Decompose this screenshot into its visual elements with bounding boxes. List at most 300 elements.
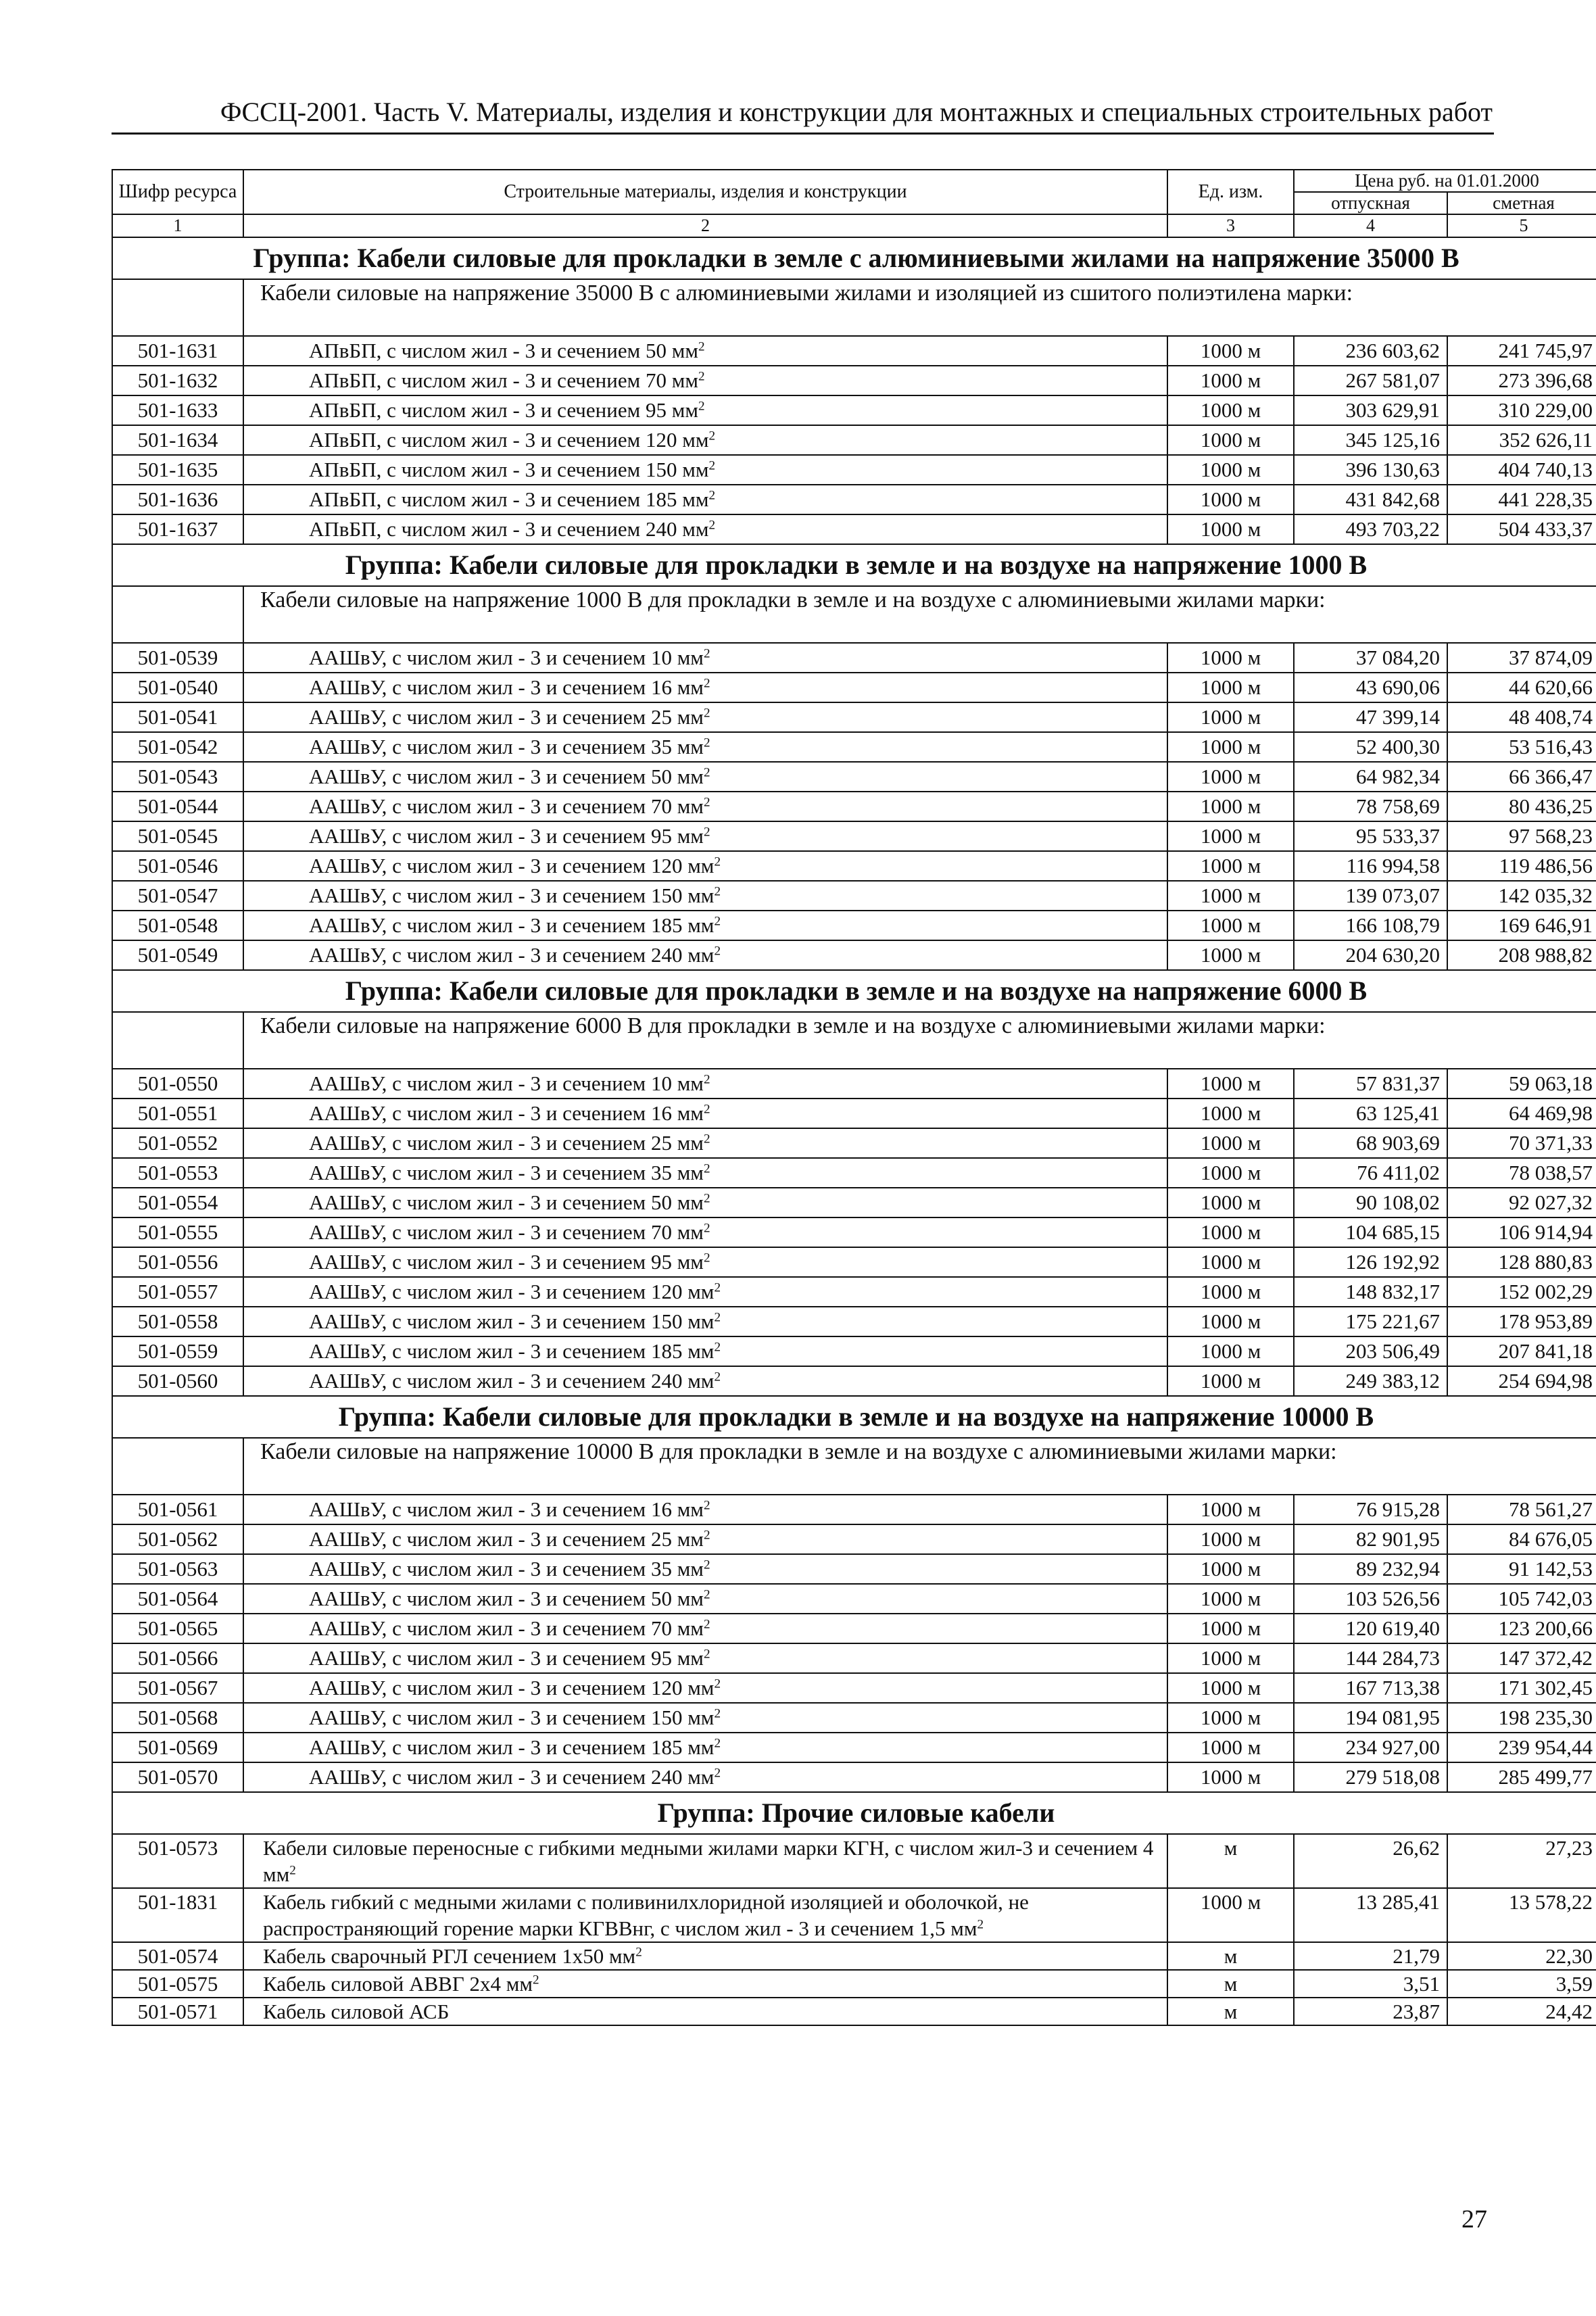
unit: 1000 м <box>1167 455 1294 485</box>
unit: 1000 м <box>1167 1733 1294 1762</box>
group-row <box>112 544 1596 586</box>
material-name <box>243 1307 1167 1336</box>
superscript: 2 <box>708 429 716 443</box>
table-row <box>112 1970 1596 1998</box>
superscript: 2 <box>714 1706 721 1721</box>
price-release: 63 125,41 <box>1294 1099 1447 1128</box>
superscript: 2 <box>703 1251 710 1265</box>
material-name-text: ААШвУ, с числом жил - 3 и сечением 25 мм <box>309 1527 704 1551</box>
price-estimate: 198 235,30 <box>1447 1703 1596 1733</box>
resource-code: 501-0574 <box>112 1942 243 1970</box>
description-code-cell <box>112 1012 243 1069</box>
material-name-text: Кабели силовые переносные с гибкими медными жилами марки КГН, с числом жил-3 и сечением 4 мм <box>263 1836 1154 1886</box>
description-code-cell <box>112 279 243 336</box>
material-name-text: Кабель гибкий с медными жилами с поливинилхлоридной изоляцией и оболочкой, не распространяющий горение марки КГВВнг, с числом жил - 3 и сечением 1,5 мм <box>263 1890 1029 1940</box>
material-name <box>243 1703 1167 1733</box>
material-name <box>243 1099 1167 1128</box>
price-estimate: 142 035,32 <box>1447 881 1596 911</box>
material-name <box>243 1673 1167 1703</box>
superscript: 2 <box>289 1863 296 1878</box>
table-row <box>112 1524 1596 1554</box>
unit: 1000 м <box>1167 485 1294 514</box>
table-row <box>112 1336 1596 1366</box>
superscript: 2 <box>977 1917 984 1932</box>
material-name-text: ААШвУ, с числом жил - 3 и сечением 10 мм <box>309 646 704 669</box>
price-estimate: 44 620,66 <box>1447 673 1596 702</box>
material-name-text: ААШвУ, с числом жил - 3 и сечением 70 мм <box>309 1220 704 1244</box>
superscript: 2 <box>703 706 710 721</box>
material-name <box>243 1998 1167 2025</box>
table-row <box>112 762 1596 792</box>
superscript: 2 <box>714 1310 721 1325</box>
material-name <box>243 1888 1167 1942</box>
group-description: Кабели силовые на напряжение 35000 В с алюминиевыми жилами и изоляцией из сшитого полиэтилена марки: <box>243 279 1596 336</box>
resource-code: 501-0567 <box>112 1673 243 1703</box>
material-name <box>243 762 1167 792</box>
group-description-row <box>112 279 1596 336</box>
resource-code: 501-0566 <box>112 1643 243 1673</box>
price-release: 95 533,37 <box>1294 821 1447 851</box>
table-row <box>112 514 1596 544</box>
resource-code: 501-0549 <box>112 940 243 970</box>
material-name <box>243 1970 1167 1998</box>
price-estimate: 37 874,09 <box>1447 643 1596 673</box>
material-name <box>243 1643 1167 1673</box>
price-release: 78 758,69 <box>1294 792 1447 821</box>
price-estimate: 80 436,25 <box>1447 792 1596 821</box>
material-name <box>243 673 1167 702</box>
unit: 1000 м <box>1167 425 1294 455</box>
material-name-text: ААШвУ, с числом жил - 3 и сечением 35 мм <box>309 1557 704 1581</box>
unit: 1000 м <box>1167 851 1294 881</box>
material-name-text: ААШвУ, с числом жил - 3 и сечением 95 мм <box>309 1250 704 1274</box>
price-estimate: 441 228,35 <box>1447 485 1596 514</box>
table-row <box>112 1703 1596 1733</box>
price-release: 144 284,73 <box>1294 1643 1447 1673</box>
price-estimate: 504 433,37 <box>1447 514 1596 544</box>
unit: м <box>1167 1834 1294 1888</box>
description-code-cell <box>112 586 243 643</box>
superscript: 2 <box>703 1647 710 1662</box>
price-release: 76 915,28 <box>1294 1495 1447 1524</box>
superscript: 2 <box>714 1340 721 1355</box>
resource-code: 501-0569 <box>112 1733 243 1762</box>
table-row <box>112 940 1596 970</box>
unit: 1000 м <box>1167 1366 1294 1396</box>
group-description-row <box>112 586 1596 643</box>
material-name-text: ААШвУ, с числом жил - 3 и сечением 25 мм <box>309 1131 704 1155</box>
unit: 1000 м <box>1167 1099 1294 1128</box>
superscript: 2 <box>714 1370 721 1384</box>
material-name <box>243 1733 1167 1762</box>
superscript: 2 <box>703 1528 710 1543</box>
price-release: 148 832,17 <box>1294 1277 1447 1307</box>
unit: 1000 м <box>1167 1673 1294 1703</box>
superscript: 2 <box>703 825 710 840</box>
table-row <box>112 821 1596 851</box>
table-row <box>112 1188 1596 1217</box>
unit: 1000 м <box>1167 1524 1294 1554</box>
column-header-price-estimate: сметная <box>1447 192 1596 214</box>
material-name <box>243 643 1167 673</box>
superscript: 2 <box>698 339 705 354</box>
resource-code: 501-0561 <box>112 1495 243 1524</box>
unit: 1000 м <box>1167 1128 1294 1158</box>
table-row <box>112 792 1596 821</box>
group-title: Группа: Кабели силовые для прокладки в земле и на воздухе на напряжение 6000 В <box>112 970 1596 1012</box>
material-name-text: ААШвУ, с числом жил - 3 и сечением 10 мм <box>309 1071 704 1095</box>
material-name-text: ААШвУ, с числом жил - 3 и сечением 16 мм <box>309 1497 704 1521</box>
material-name <box>243 1834 1167 1888</box>
header-rule <box>112 132 1494 135</box>
resource-code: 501-0542 <box>112 732 243 762</box>
material-name-text: ААШвУ, с числом жил - 3 и сечением 50 мм <box>309 1587 704 1610</box>
unit: 1000 м <box>1167 1643 1294 1673</box>
table-row <box>112 1614 1596 1643</box>
table-row <box>112 1217 1596 1247</box>
price-release: 43 690,06 <box>1294 673 1447 702</box>
table-row <box>112 1158 1596 1188</box>
price-release: 103 526,56 <box>1294 1584 1447 1614</box>
price-estimate: 241 745,97 <box>1447 336 1596 366</box>
material-name <box>243 940 1167 970</box>
table-row <box>112 911 1596 940</box>
superscript: 2 <box>708 458 716 473</box>
price-estimate: 92 027,32 <box>1447 1188 1596 1217</box>
table-row <box>112 336 1596 366</box>
superscript: 2 <box>708 488 716 503</box>
resource-code: 501-0545 <box>112 821 243 851</box>
price-estimate: 208 988,82 <box>1447 940 1596 970</box>
material-name-text: ААШвУ, с числом жил - 3 и сечением 35 мм <box>309 735 704 758</box>
material-name-text: ААШвУ, с числом жил - 3 и сечением 50 мм <box>309 765 704 788</box>
material-name-text: ААШвУ, с числом жил - 3 и сечением 185 мм <box>309 1735 715 1759</box>
material-name-text: ААШвУ, с числом жил - 3 и сечением 35 мм <box>309 1161 704 1184</box>
price-release: 166 108,79 <box>1294 911 1447 940</box>
price-estimate: 178 953,89 <box>1447 1307 1596 1336</box>
price-estimate: 64 469,98 <box>1447 1099 1596 1128</box>
table-row <box>112 673 1596 702</box>
price-release: 3,51 <box>1294 1970 1447 1998</box>
unit: 1000 м <box>1167 1307 1294 1336</box>
unit: 1000 м <box>1167 1614 1294 1643</box>
price-estimate: 147 372,42 <box>1447 1643 1596 1673</box>
material-name-text: ААШвУ, с числом жил - 3 и сечением 16 мм <box>309 1101 704 1125</box>
superscript: 2 <box>703 1072 710 1087</box>
material-name-text: ААШвУ, с числом жил - 3 и сечением 150 мм <box>309 1309 715 1333</box>
superscript: 2 <box>533 1973 539 1987</box>
column-number: 3 <box>1167 214 1294 237</box>
price-estimate: 91 142,53 <box>1447 1554 1596 1584</box>
price-release: 57 831,37 <box>1294 1069 1447 1099</box>
material-name <box>243 911 1167 940</box>
table-row <box>112 1554 1596 1584</box>
price-estimate: 66 366,47 <box>1447 762 1596 792</box>
material-name-text: ААШвУ, с числом жил - 3 и сечением 16 мм <box>309 675 704 699</box>
table-row <box>112 1762 1596 1792</box>
material-name-text: ААШвУ, с числом жил - 3 и сечением 185 мм <box>309 1339 715 1363</box>
price-estimate: 254 694,98 <box>1447 1366 1596 1396</box>
superscript: 2 <box>714 1766 721 1781</box>
superscript: 2 <box>714 944 721 959</box>
resource-code: 501-0570 <box>112 1762 243 1792</box>
superscript: 2 <box>703 765 710 780</box>
material-name <box>243 1158 1167 1188</box>
superscript: 2 <box>703 646 710 661</box>
superscript: 2 <box>703 1132 710 1147</box>
material-name-text: ААШвУ, с числом жил - 3 и сечением 120 мм <box>309 1676 715 1699</box>
unit: 1000 м <box>1167 1069 1294 1099</box>
material-name <box>243 881 1167 911</box>
resource-code: 501-0573 <box>112 1834 243 1888</box>
resource-code: 501-1831 <box>112 1888 243 1942</box>
price-estimate: 352 626,11 <box>1447 425 1596 455</box>
material-name <box>243 1554 1167 1584</box>
price-release: 203 506,49 <box>1294 1336 1447 1366</box>
material-name <box>243 336 1167 366</box>
material-name-text: АПвБП, с числом жил - 3 и сечением 150 мм <box>309 458 709 481</box>
superscript: 2 <box>703 1161 710 1176</box>
unit: 1000 м <box>1167 762 1294 792</box>
price-table <box>112 169 1596 2026</box>
material-name-text: ААШвУ, с числом жил - 3 и сечением 240 мм <box>309 943 715 967</box>
material-name <box>243 821 1167 851</box>
price-release: 345 125,16 <box>1294 425 1447 455</box>
table-row <box>112 881 1596 911</box>
table-row <box>112 1128 1596 1158</box>
material-name <box>243 732 1167 762</box>
price-estimate: 78 038,57 <box>1447 1158 1596 1188</box>
superscript: 2 <box>714 854 721 869</box>
material-name <box>243 1524 1167 1554</box>
price-release: 21,79 <box>1294 1942 1447 1970</box>
material-name-text: ААШвУ, с числом жил - 3 и сечением 150 мм <box>309 1706 715 1729</box>
table-row <box>112 851 1596 881</box>
material-name <box>243 1217 1167 1247</box>
unit: 1000 м <box>1167 1584 1294 1614</box>
table-row <box>112 702 1596 732</box>
material-name-text: ААШвУ, с числом жил - 3 и сечением 150 мм <box>309 884 715 907</box>
price-estimate: 13 578,22 <box>1447 1888 1596 1942</box>
price-release: 234 927,00 <box>1294 1733 1447 1762</box>
superscript: 2 <box>635 1945 642 1960</box>
material-name <box>243 455 1167 485</box>
unit: 1000 м <box>1167 336 1294 366</box>
superscript: 2 <box>703 1498 710 1513</box>
resource-code: 501-0564 <box>112 1584 243 1614</box>
price-release: 396 130,63 <box>1294 455 1447 485</box>
column-header-price: Цена руб. на 01.01.2000 <box>1294 170 1596 192</box>
material-name-text: АПвБП, с числом жил - 3 и сечением 240 мм <box>309 517 709 541</box>
superscript: 2 <box>703 1587 710 1602</box>
price-release: 104 685,15 <box>1294 1217 1447 1247</box>
price-release: 167 713,38 <box>1294 1673 1447 1703</box>
price-release: 236 603,62 <box>1294 336 1447 366</box>
price-estimate: 119 486,56 <box>1447 851 1596 881</box>
table-row <box>112 366 1596 395</box>
unit: 1000 м <box>1167 1888 1294 1942</box>
price-estimate: 70 371,33 <box>1447 1128 1596 1158</box>
resource-code: 501-0571 <box>112 1998 243 2025</box>
price-release: 204 630,20 <box>1294 940 1447 970</box>
material-name-text: АПвБП, с числом жил - 3 и сечением 70 мм <box>309 368 698 392</box>
superscript: 2 <box>703 676 710 691</box>
table-row <box>112 1069 1596 1099</box>
resource-code: 501-0548 <box>112 911 243 940</box>
material-name-text: АПвБП, с числом жил - 3 и сечением 185 мм <box>309 487 709 511</box>
material-name <box>243 395 1167 425</box>
superscript: 2 <box>703 1617 710 1632</box>
resource-code: 501-0560 <box>112 1366 243 1396</box>
price-estimate: 273 396,68 <box>1447 366 1596 395</box>
resource-code: 501-1631 <box>112 336 243 366</box>
material-name <box>243 851 1167 881</box>
unit: м <box>1167 1942 1294 1970</box>
price-release: 68 903,69 <box>1294 1128 1447 1158</box>
price-release: 37 084,20 <box>1294 643 1447 673</box>
price-release: 47 399,14 <box>1294 702 1447 732</box>
superscript: 2 <box>703 735 710 750</box>
price-estimate: 123 200,66 <box>1447 1614 1596 1643</box>
price-release: 493 703,22 <box>1294 514 1447 544</box>
table-row <box>112 1495 1596 1524</box>
material-name <box>243 1762 1167 1792</box>
group-description: Кабели силовые на напряжение 6000 В для прокладки в земле и на воздухе с алюминиевыми жилами марки: <box>243 1012 1596 1069</box>
superscript: 2 <box>708 518 716 533</box>
resource-code: 501-0539 <box>112 643 243 673</box>
table-row <box>112 1247 1596 1277</box>
unit: 1000 м <box>1167 792 1294 821</box>
unit: 1000 м <box>1167 1495 1294 1524</box>
superscript: 2 <box>714 1676 721 1691</box>
material-name-text: ААШвУ, с числом жил - 3 и сечением 95 мм <box>309 1646 704 1670</box>
material-name-text: АПвБП, с числом жил - 3 и сечением 95 мм <box>309 398 698 422</box>
resource-code: 501-0543 <box>112 762 243 792</box>
price-table-container <box>112 169 1593 2026</box>
price-release: 431 842,68 <box>1294 485 1447 514</box>
price-estimate: 22,30 <box>1447 1942 1596 1970</box>
group-title: Группа: Прочие силовые кабели <box>112 1792 1596 1834</box>
resource-code: 501-0552 <box>112 1128 243 1158</box>
resource-code: 501-1632 <box>112 366 243 395</box>
unit: 1000 м <box>1167 1277 1294 1307</box>
material-name <box>243 1247 1167 1277</box>
material-name <box>243 1584 1167 1614</box>
price-estimate: 207 841,18 <box>1447 1336 1596 1366</box>
price-estimate: 97 568,23 <box>1447 821 1596 851</box>
group-row <box>112 237 1596 279</box>
price-estimate: 78 561,27 <box>1447 1495 1596 1524</box>
column-header-price-release: отпускная <box>1294 192 1447 214</box>
superscript: 2 <box>714 914 721 929</box>
resource-code: 501-0551 <box>112 1099 243 1128</box>
superscript: 2 <box>703 1558 710 1572</box>
resource-code: 501-0555 <box>112 1217 243 1247</box>
superscript: 2 <box>698 399 705 414</box>
price-release: 194 081,95 <box>1294 1703 1447 1733</box>
resource-code: 501-1636 <box>112 485 243 514</box>
material-name-text: ААШвУ, с числом жил - 3 и сечением 70 мм <box>309 794 704 818</box>
resource-code: 501-0547 <box>112 881 243 911</box>
price-estimate: 171 302,45 <box>1447 1673 1596 1703</box>
group-description-row <box>112 1012 1596 1069</box>
table-row <box>112 1998 1596 2025</box>
price-estimate: 169 646,91 <box>1447 911 1596 940</box>
table-row <box>112 485 1596 514</box>
group-row <box>112 1792 1596 1834</box>
unit: 1000 м <box>1167 1158 1294 1188</box>
price-release: 267 581,07 <box>1294 366 1447 395</box>
material-name-text: АПвБП, с числом жил - 3 и сечением 50 мм <box>309 339 698 362</box>
group-description: Кабели силовые на напряжение 1000 В для прокладки в земле и на воздухе с алюминиевыми жилами марки: <box>243 586 1596 643</box>
unit: 1000 м <box>1167 643 1294 673</box>
material-name-text: Кабель сварочный РГЛ сечением 1х50 мм <box>263 1944 636 1968</box>
material-name <box>243 1188 1167 1217</box>
resource-code: 501-0559 <box>112 1336 243 1366</box>
price-estimate: 105 742,03 <box>1447 1584 1596 1614</box>
price-estimate: 310 229,00 <box>1447 395 1596 425</box>
price-estimate: 48 408,74 <box>1447 702 1596 732</box>
material-name-text: Кабель силовой АСБ <box>263 2000 450 2023</box>
table-row <box>112 425 1596 455</box>
group-title: Группа: Кабели силовые для прокладки в земле с алюминиевыми жилами на напряжение 35000 В <box>112 237 1596 279</box>
unit: м <box>1167 1998 1294 2025</box>
unit: 1000 м <box>1167 1217 1294 1247</box>
price-release: 23,87 <box>1294 1998 1447 2025</box>
price-estimate: 24,42 <box>1447 1998 1596 2025</box>
resource-code: 501-0557 <box>112 1277 243 1307</box>
unit: 1000 м <box>1167 702 1294 732</box>
column-number: 1 <box>112 214 243 237</box>
price-estimate: 27,23 <box>1447 1834 1596 1888</box>
table-row <box>112 1277 1596 1307</box>
table-row <box>112 455 1596 485</box>
superscript: 2 <box>714 884 721 899</box>
table-row <box>112 1099 1596 1128</box>
material-name-text: ААШвУ, с числом жил - 3 и сечением 120 мм <box>309 1280 715 1303</box>
price-release: 89 232,94 <box>1294 1554 1447 1584</box>
price-estimate: 59 063,18 <box>1447 1069 1596 1099</box>
description-code-cell <box>112 1438 243 1495</box>
material-name <box>243 514 1167 544</box>
material-name-text: ААШвУ, с числом жил - 3 и сечением 240 мм <box>309 1369 715 1393</box>
unit: 1000 м <box>1167 821 1294 851</box>
resource-code: 501-0562 <box>112 1524 243 1554</box>
material-name <box>243 702 1167 732</box>
group-description: Кабели силовые на напряжение 10000 В для прокладки в земле и на воздухе с алюминиевыми жилами марки: <box>243 1438 1596 1495</box>
material-name-text: ААШвУ, с числом жил - 3 и сечением 50 мм <box>309 1190 704 1214</box>
table-row <box>112 1942 1596 1970</box>
unit: 1000 м <box>1167 514 1294 544</box>
unit: 1000 м <box>1167 1762 1294 1792</box>
resource-code: 501-0563 <box>112 1554 243 1584</box>
price-table-body <box>112 170 1596 2025</box>
resource-code: 501-0544 <box>112 792 243 821</box>
material-name <box>243 1069 1167 1099</box>
table-row <box>112 1733 1596 1762</box>
unit: 1000 м <box>1167 1247 1294 1277</box>
table-row <box>112 395 1596 425</box>
group-title: Группа: Кабели силовые для прокладки в земле и на воздухе на напряжение 1000 В <box>112 544 1596 586</box>
price-release: 116 994,58 <box>1294 851 1447 881</box>
unit: 1000 м <box>1167 940 1294 970</box>
resource-code: 501-0556 <box>112 1247 243 1277</box>
material-name <box>243 1277 1167 1307</box>
resource-code: 501-0540 <box>112 673 243 702</box>
material-name-text: АПвБП, с числом жил - 3 и сечением 120 мм <box>309 428 709 452</box>
column-number: 2 <box>243 214 1167 237</box>
resource-code: 501-1635 <box>112 455 243 485</box>
